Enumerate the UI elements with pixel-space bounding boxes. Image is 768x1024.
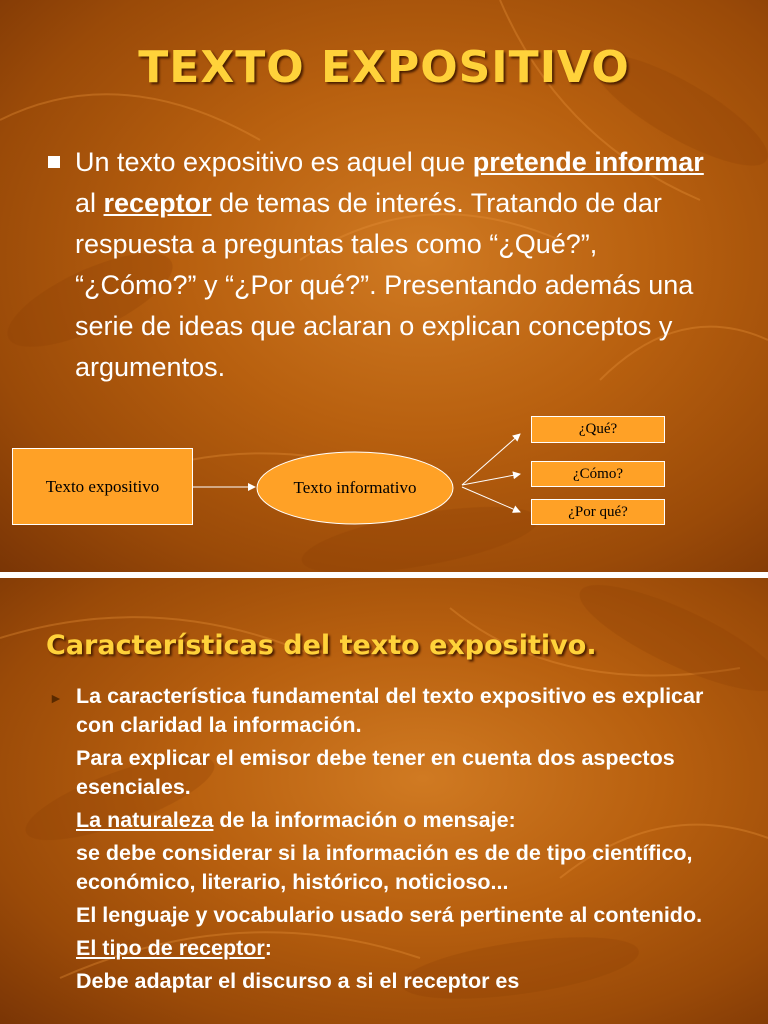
arrow-to-como	[462, 474, 520, 485]
section-title: Características del texto expositivo.	[46, 630, 597, 661]
list-item: La característica fundamental del texto expositivo es explicar con claridad la información.	[76, 684, 704, 737]
box-que: ¿Qué?	[531, 416, 665, 443]
list-item: Para explicar el emisor debe tener en cuenta dos aspectos esenciales.	[76, 746, 675, 799]
list-item: Debe adaptar el discurso a si el receptor es	[76, 969, 520, 993]
list-item: El lenguaje y vocabulario usado será pertinente al contenido.	[76, 903, 703, 927]
box-texto-expositivo: Texto expositivo	[12, 448, 193, 525]
characteristics-list	[76, 682, 746, 1000]
list-item: La naturaleza de la información o mensaje:	[76, 808, 516, 832]
term-receptor: receptor	[103, 188, 212, 218]
arrow-bullet-icon: ►	[49, 690, 63, 706]
term-tipo-receptor: El tipo de receptor	[76, 936, 265, 960]
arrow-to-porque	[462, 487, 520, 512]
ellipse-texto-informativo: Texto informativo	[293, 478, 417, 497]
term-naturaleza: La naturaleza	[76, 808, 214, 832]
term-pretende-informar: pretende informar	[472, 147, 704, 177]
arrow-to-que	[462, 434, 520, 485]
list-item: se debe considerar si la información es de de tipo científico, económico, literario, histórico, noticioso...	[76, 841, 693, 894]
box-por-que: ¿Por qué?	[531, 499, 665, 525]
slide-title: TEXTO EXPOSITIVO	[138, 42, 630, 93]
box-como: ¿Cómo?	[531, 461, 665, 487]
definition-text: Un texto expositivo es aquel que pretende informar al receptor de temas de interés. Tratando de dar respuesta a preguntas tales como “¿Qué?”, “¿Cómo?” y “¿Por qué?”. Presentando además una serie de ideas que aclaran o explican conceptos y argumentos.	[75, 147, 704, 382]
list-item: El tipo de receptor:	[76, 936, 272, 960]
